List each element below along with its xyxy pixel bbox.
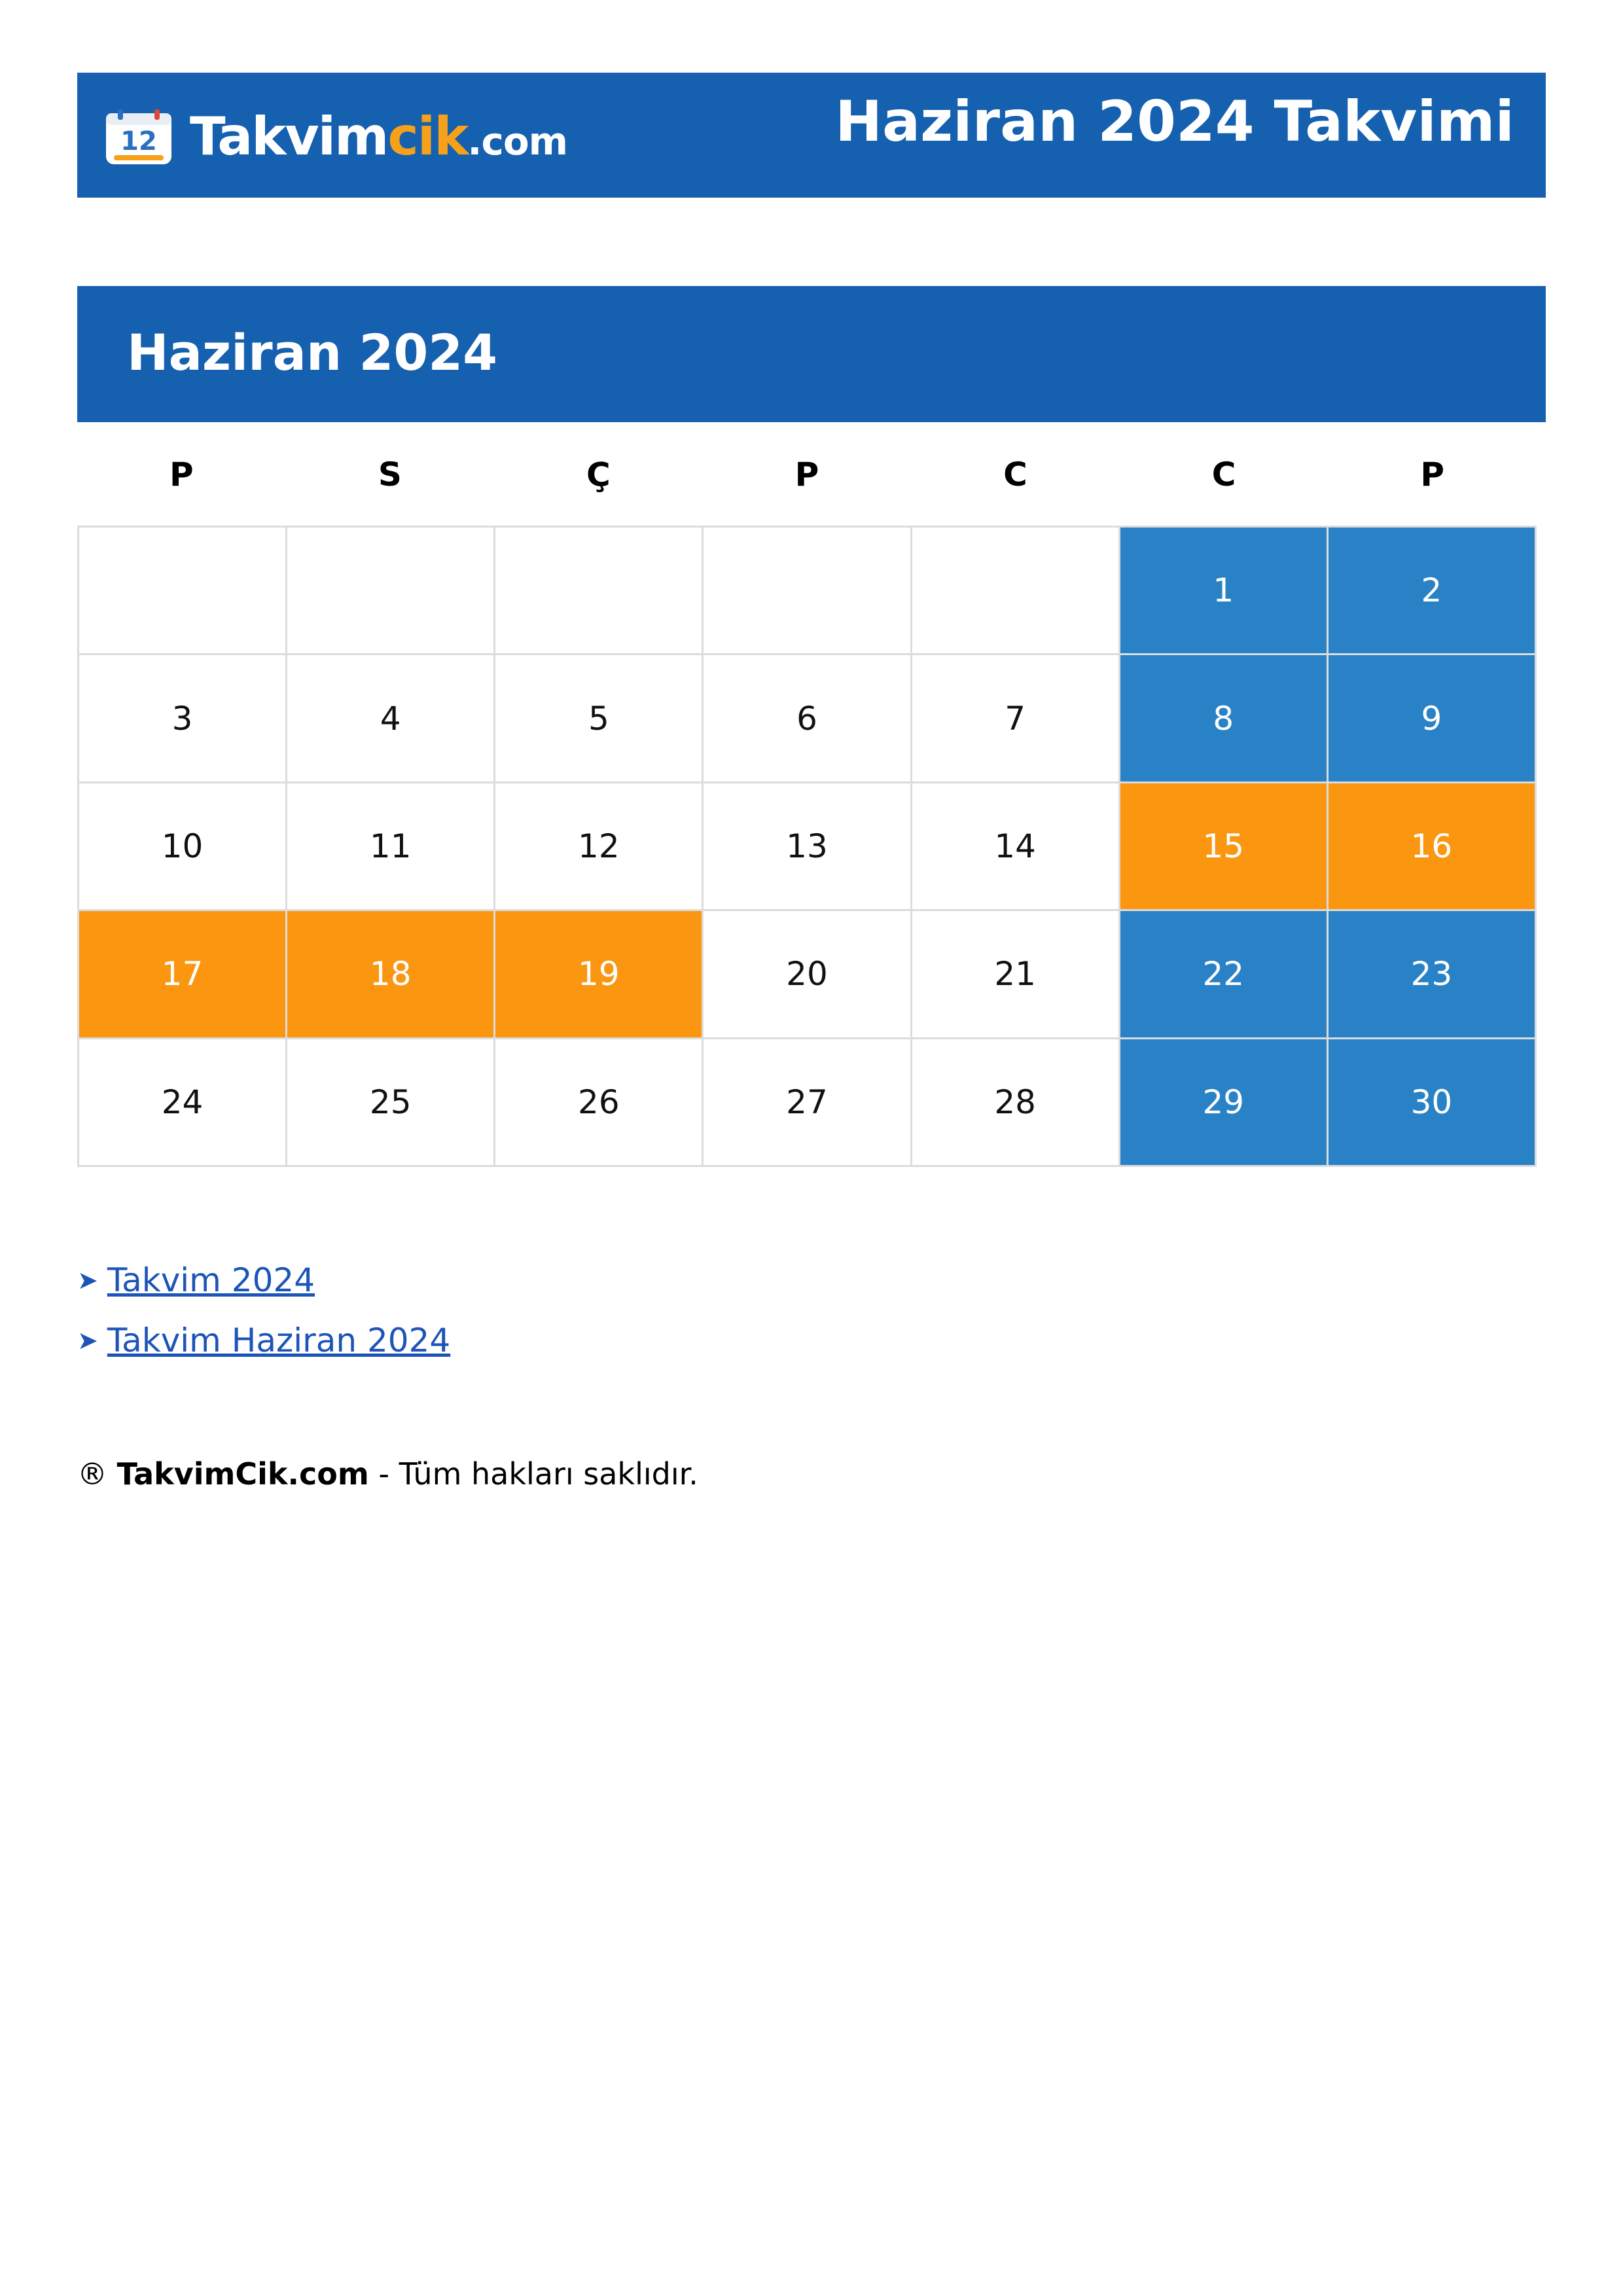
weekday-label: P [794, 456, 819, 493]
day-cell[interactable]: 28 [912, 1039, 1120, 1167]
day-cell[interactable]: 26 [495, 1039, 704, 1167]
day-cell[interactable]: 9 [1329, 655, 1537, 783]
empty-day-cell [495, 528, 704, 655]
day-cell[interactable]: 22 [1120, 911, 1329, 1039]
registered-icon: ® [77, 1456, 107, 1492]
day-cell[interactable]: 24 [79, 1039, 287, 1167]
day-cell[interactable]: 7 [912, 655, 1120, 783]
day-cell[interactable]: 16 [1329, 783, 1537, 911]
day-cell[interactable]: 30 [1329, 1039, 1537, 1167]
weekday-label: S [378, 456, 402, 493]
link-item [77, 1310, 450, 1371]
empty-day-cell [912, 528, 1120, 655]
day-cell[interactable]: 1 [1120, 528, 1329, 655]
page-title: Haziran 2024 Takvimi [835, 89, 1514, 154]
logo-brand-suffix: .com [467, 119, 568, 164]
related-links [77, 1250, 450, 1371]
footer-text: - Tüm hakları saklıdır. [368, 1456, 698, 1492]
day-cell[interactable]: 5 [495, 655, 704, 783]
day-cell[interactable]: 23 [1329, 911, 1537, 1039]
calendar-grid [77, 526, 1537, 1167]
day-cell[interactable]: 6 [704, 655, 912, 783]
link-item [77, 1250, 450, 1310]
day-cell[interactable]: 10 [79, 783, 287, 911]
day-cell[interactable]: 29 [1120, 1039, 1329, 1167]
calendar-icon [105, 108, 173, 166]
logo-brand-accent: cik [387, 106, 468, 167]
page-header [77, 73, 1546, 198]
weekday-label: C [1211, 456, 1236, 493]
day-cell[interactable]: 4 [287, 655, 495, 783]
link-takvim-haziran-2024[interactable]: Takvim Haziran 2024 [107, 1321, 451, 1359]
day-cell[interactable]: 19 [495, 911, 704, 1039]
day-cell[interactable]: 8 [1120, 655, 1329, 783]
site-logo[interactable] [105, 107, 567, 167]
day-cell[interactable]: 3 [79, 655, 287, 783]
arrow-right-icon: ➤ [77, 1326, 98, 1355]
footer-brand: TakvimCik.com [116, 1456, 369, 1492]
empty-day-cell [704, 528, 912, 655]
day-cell[interactable]: 17 [79, 911, 287, 1039]
day-cell[interactable]: 11 [287, 783, 495, 911]
month-title: Haziran 2024 [127, 323, 498, 382]
svg-text:12: 12 [120, 126, 157, 156]
footer [77, 1456, 698, 1492]
empty-day-cell [287, 528, 495, 655]
weekday-label: P [1420, 456, 1444, 493]
day-cell[interactable]: 12 [495, 783, 704, 911]
day-cell[interactable]: 2 [1329, 528, 1537, 655]
logo-brand-main: Takvim [190, 106, 388, 167]
empty-day-cell [79, 528, 287, 655]
link-takvim-2024[interactable]: Takvim 2024 [107, 1261, 315, 1299]
day-cell[interactable]: 21 [912, 911, 1120, 1039]
weekday-label: C [1003, 456, 1027, 493]
weekday-label: Ç [586, 456, 611, 493]
day-cell[interactable]: 25 [287, 1039, 495, 1167]
day-cell[interactable]: 15 [1120, 783, 1329, 911]
day-cell[interactable]: 20 [704, 911, 912, 1039]
day-cell[interactable]: 18 [287, 911, 495, 1039]
logo-wordmark [190, 106, 568, 167]
day-cell[interactable]: 14 [912, 783, 1120, 911]
day-cell[interactable]: 27 [704, 1039, 912, 1167]
weekday-row [77, 452, 1537, 497]
day-cell[interactable]: 13 [704, 783, 912, 911]
weekday-label: P [169, 456, 194, 493]
arrow-right-icon: ➤ [77, 1266, 98, 1295]
month-header [77, 286, 1546, 422]
